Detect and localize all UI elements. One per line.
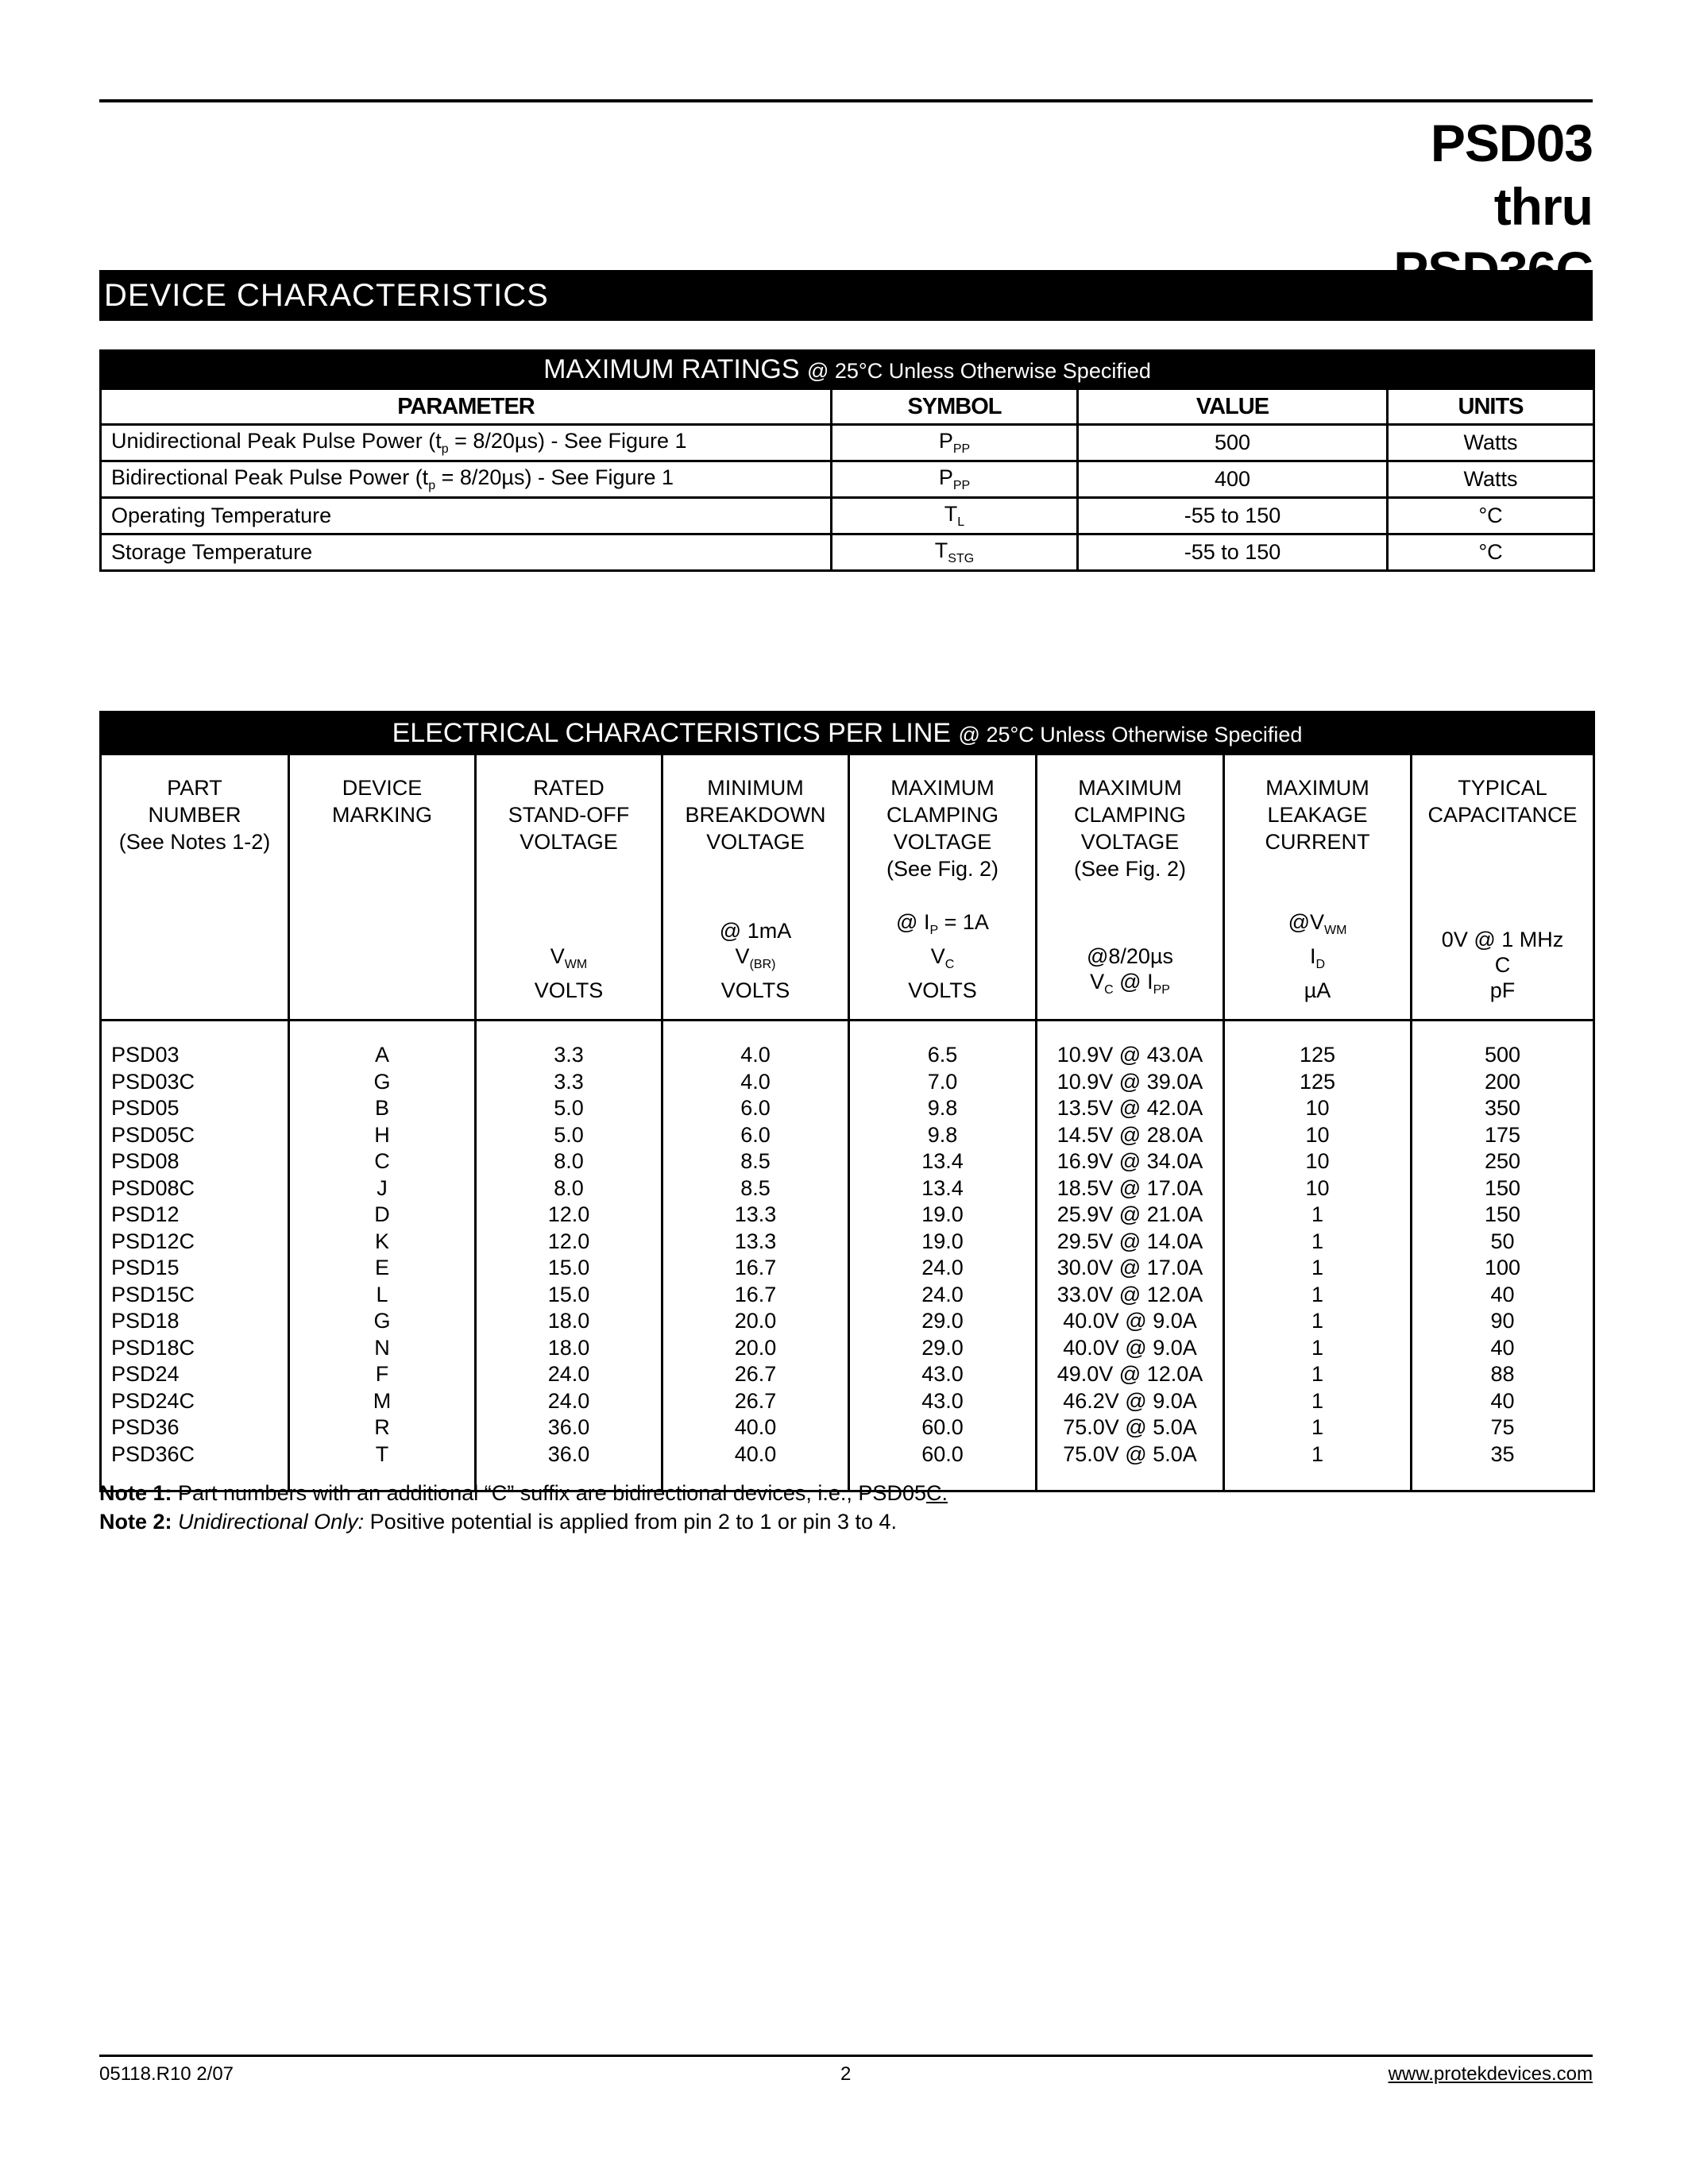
breakdown-voltage-value: 20.0 <box>734 1335 777 1360</box>
parameter-cell: Operating Temperature <box>101 498 832 534</box>
title-line-2: thru <box>1493 177 1593 236</box>
header-bottom <box>477 918 661 1003</box>
maximum-ratings-table <box>99 349 1595 572</box>
symbol-cell: $P_{PP}$ <box>832 425 1078 461</box>
standoff-voltage-value: 3.3 <box>554 1069 584 1094</box>
device-marking-value: G <box>373 1309 391 1333</box>
device-marking-value: R <box>374 1415 390 1439</box>
electrical-header-col-5 <box>849 754 1037 1021</box>
standoff-voltage-value: 15.0 <box>547 1256 590 1279</box>
clamping-voltage-8-20-value: 75.0V @ 5.0A <box>1063 1441 1197 1466</box>
device-marking-value: L <box>376 1282 388 1306</box>
device-marking-value: T <box>375 1441 389 1466</box>
device-marking-value: H <box>374 1122 390 1147</box>
leakage-current-value: 1 <box>1311 1335 1324 1360</box>
header-unit: VOLTS <box>720 978 790 1002</box>
leakage-current-column <box>1224 1021 1412 1491</box>
clamping-voltage-column <box>849 1021 1037 1491</box>
electrical-header-col-7 <box>1224 754 1412 1021</box>
clamping-voltage-value: 24.0 <box>921 1256 964 1279</box>
part-number-value: PSD08 <box>111 1149 180 1173</box>
header-bottom <box>1037 918 1223 1003</box>
breakdown-voltage-value: 40.0 <box>734 1441 777 1466</box>
capacitance-value: 350 <box>1484 1096 1521 1120</box>
units-cell: °C <box>1388 534 1594 571</box>
max-ratings-header-value: VALUE <box>1078 389 1388 425</box>
max-ratings-header-parameter: PARAMETER <box>101 389 832 425</box>
leakage-current-value: 1 <box>1311 1282 1324 1306</box>
breakdown-voltage-value: 8.5 <box>740 1149 771 1173</box>
capacitance-value: 40 <box>1490 1335 1515 1360</box>
header-line: CLAMPING <box>1073 803 1187 827</box>
standoff-voltage-value: 5.0 <box>554 1122 584 1147</box>
header-unit: $V_C$ @ $I_{PP}$ <box>1090 970 1170 997</box>
clamping-voltage-value: 60.0 <box>921 1415 964 1439</box>
device-marking-column <box>289 1021 476 1491</box>
header-line: (See Fig. 2) <box>1073 857 1187 881</box>
clamping-voltage-8-20-value: 25.9V @ 21.0A <box>1056 1202 1203 1226</box>
leakage-current-value: 125 <box>1299 1043 1336 1067</box>
top-rule <box>99 99 1593 102</box>
note-2: Note 2: Unidirectional Only: Positive potential is applied from pin 2 to 1 or pin 3 to 4. <box>99 1510 898 1534</box>
title-line-1: PSD03 <box>1430 114 1593 172</box>
header-condition: @ $I_P = 1A$ <box>896 910 989 937</box>
units-cell: °C <box>1388 498 1594 534</box>
standoff-voltage-value: 8.0 <box>554 1175 584 1200</box>
clamping-voltage-value: 9.8 <box>927 1122 958 1147</box>
header-symbol: $V_C$ <box>930 944 955 971</box>
capacitance-value: 250 <box>1484 1149 1521 1173</box>
electrical-caption <box>101 712 1594 754</box>
electrical-header-col-6 <box>1037 754 1224 1021</box>
leakage-current-value: 1 <box>1311 1309 1324 1333</box>
electrical-header-col-4 <box>662 754 849 1021</box>
clamping-voltage-value: 60.0 <box>921 1441 964 1466</box>
header-line: (See Notes 1-2) <box>118 830 271 854</box>
header-bottom <box>1412 927 1593 1003</box>
header-condition <box>102 927 288 952</box>
header-line: PART <box>167 776 222 800</box>
clamping-voltage-value: 29.0 <box>921 1335 964 1360</box>
subscript: PP <box>1153 983 1170 997</box>
subscript: p <box>441 442 449 456</box>
subscript: PP <box>952 479 971 492</box>
header-condition <box>290 927 474 952</box>
device-marking-value: J <box>377 1175 388 1200</box>
capacitance-value: 88 <box>1490 1362 1515 1386</box>
electrical-characteristics-table <box>99 711 1595 1492</box>
value-cell: 400 <box>1078 461 1388 498</box>
device-marking-value: N <box>374 1335 390 1360</box>
header-symbol: $V_{WM}$ <box>550 944 588 971</box>
clamping-voltage-8-20-value: 16.9V @ 34.0A <box>1056 1149 1203 1173</box>
standoff-voltage-value: 18.0 <box>547 1309 590 1333</box>
part-number-value: PSD03 <box>111 1043 180 1067</box>
part-number-value: PSD08C <box>111 1175 195 1200</box>
standoff-voltage-value: 36.0 <box>547 1441 590 1466</box>
breakdown-voltage-value: 26.7 <box>734 1362 777 1386</box>
clamping-voltage-8-20-value: 10.9V @ 39.0A <box>1056 1069 1203 1094</box>
leakage-current-value: 10 <box>1305 1096 1330 1120</box>
clamping-voltage-value: 29.0 <box>921 1309 964 1333</box>
part-number-value: PSD15C <box>111 1282 195 1306</box>
standoff-voltage-value: 3.3 <box>554 1043 584 1067</box>
header-line: LEAKAGE <box>1267 803 1368 827</box>
parameter-cell: Bidirectional Peak Pulse Power $(t_p = 8/20\mu s)$ - See Figure 1 <box>101 461 832 498</box>
breakdown-voltage-value: 6.0 <box>740 1096 771 1120</box>
part-number-value: PSD36 <box>111 1415 180 1439</box>
clamping-voltage-value: 13.4 <box>921 1149 964 1173</box>
capacitance-value: 175 <box>1484 1122 1521 1147</box>
header-condition: 0V @ 1 MHz <box>1441 928 1564 951</box>
breakdown-voltage-value: 16.7 <box>734 1282 777 1306</box>
capacitance-value: 90 <box>1490 1309 1515 1333</box>
header-condition <box>1037 918 1223 943</box>
device-marking-value: K <box>374 1229 389 1253</box>
breakdown-voltage-value: 16.7 <box>734 1256 777 1279</box>
max-ratings-header-units: UNITS <box>1388 389 1594 425</box>
section-heading: DEVICE CHARACTERISTICS <box>99 270 1593 321</box>
electrical-header-col-2 <box>289 754 476 1021</box>
breakdown-voltage-value: 4.0 <box>740 1043 771 1067</box>
standoff-voltage-value: 18.0 <box>547 1335 590 1360</box>
subscript: p <box>428 479 436 492</box>
clamping-voltage-8-20-value: 18.5V @ 17.0A <box>1056 1175 1203 1200</box>
header-bottom <box>102 927 288 1003</box>
header-symbol: $V_{(BR)}$ <box>735 944 776 971</box>
part-number-value: PSD12C <box>111 1229 195 1253</box>
clamping-voltage-8-20-value: 29.5V @ 14.0A <box>1056 1229 1203 1253</box>
breakdown-voltage-value: 40.0 <box>734 1415 777 1439</box>
part-number-value: PSD24 <box>111 1362 180 1386</box>
footer-doc-code: 05118.R10 2/07 <box>99 2063 234 2085</box>
note-1: Note 1: Part numbers with an additional “C” suffix are bidirectional devices, i.e., PSD05C. <box>99 1481 948 1505</box>
max-ratings-row <box>101 425 1594 461</box>
header-symbol: @8/20µs <box>1086 944 1173 968</box>
header-line: NUMBER <box>148 803 241 827</box>
standoff-voltage-value: 5.0 <box>554 1096 584 1120</box>
clamping-voltage-value: 43.0 <box>921 1388 964 1413</box>
part-number-value: PSD15 <box>111 1256 180 1279</box>
device-marking-value: G <box>373 1069 391 1094</box>
max-ratings-header-row <box>101 389 1594 425</box>
part-number-value: PSD18 <box>111 1309 180 1333</box>
subscript: WM <box>564 958 588 971</box>
subscript: (BR) <box>749 958 776 971</box>
header-line: TYPICAL <box>1458 776 1547 800</box>
clamping-voltage-value: 24.0 <box>921 1282 964 1306</box>
capacitance-value: 40 <box>1490 1388 1515 1413</box>
clamping-voltage-8-20-value: 30.0V @ 17.0A <box>1056 1256 1203 1279</box>
clamping-voltage-8-20-value: 10.9V @ 43.0A <box>1056 1043 1203 1067</box>
subscript: P <box>929 924 939 937</box>
units-cell: Watts <box>1388 461 1594 498</box>
leakage-current-value: 1 <box>1311 1362 1324 1386</box>
header-line: CURRENT <box>1265 830 1370 854</box>
standoff-voltage-value: 15.0 <box>547 1282 590 1306</box>
header-unit <box>290 978 474 1003</box>
header-line: MINIMUM <box>707 776 804 800</box>
max-ratings-header-symbol: SYMBOL <box>832 389 1078 425</box>
subscript: L <box>957 515 965 529</box>
leakage-current-value: 1 <box>1311 1388 1324 1413</box>
header-unit: µA <box>1304 978 1331 1002</box>
capacitance-value: 150 <box>1484 1202 1521 1226</box>
header-symbol: $I_D$ <box>1309 944 1326 971</box>
part-number-value: PSD05C <box>111 1122 195 1147</box>
breakdown-voltage-value: 4.0 <box>740 1069 771 1094</box>
breakdown-voltage-value: 6.0 <box>740 1122 771 1147</box>
clamping-voltage-8-20-value: 49.0V @ 12.0A <box>1056 1362 1203 1386</box>
header-line: MAXIMUM <box>1078 776 1182 800</box>
leakage-current-value: 125 <box>1299 1069 1336 1094</box>
header-condition: $@V_{WM}$ <box>1288 910 1347 937</box>
header-bottom <box>663 918 848 1003</box>
parameter-cell: Storage Temperature <box>101 534 832 571</box>
part-number-value: PSD03C <box>111 1069 195 1094</box>
capacitance-column <box>1412 1021 1594 1491</box>
max-ratings-row <box>101 498 1594 534</box>
subscript: STG <box>948 552 975 565</box>
clamping-voltage-value: 6.5 <box>927 1043 958 1067</box>
header-line: MAXIMUM <box>1265 776 1369 800</box>
capacitance-value: 200 <box>1484 1069 1521 1094</box>
clamping-voltage-8-20-value: 33.0V @ 12.0A <box>1056 1282 1203 1306</box>
clamping-voltage-8-20-value: 46.2V @ 9.0A <box>1063 1388 1197 1413</box>
subscript: WM <box>1323 924 1347 937</box>
header-line: VOLTAGE <box>520 830 618 854</box>
standoff-voltage-value: 24.0 <box>547 1388 590 1413</box>
part-number-value: PSD12 <box>111 1202 180 1226</box>
leakage-current-value: 10 <box>1305 1122 1330 1147</box>
value-cell: -55 to 150 <box>1078 534 1388 571</box>
header-line: MAXIMUM <box>890 776 995 800</box>
electrical-header-col-3 <box>476 754 662 1021</box>
max-ratings-row <box>101 534 1594 571</box>
capacitance-value: 500 <box>1484 1043 1521 1067</box>
breakdown-voltage-value: 8.5 <box>740 1175 771 1200</box>
header-line: DEVICE <box>342 776 423 800</box>
leakage-current-value: 1 <box>1311 1441 1324 1466</box>
electrical-header-col-8 <box>1412 754 1594 1021</box>
electrical-caption-main: ELECTRICAL CHARACTERISTICS PER LINE <box>392 717 952 748</box>
value-cell: 500 <box>1078 425 1388 461</box>
symbol-cell: $T_L$ <box>832 498 1078 534</box>
header-line: VOLTAGE <box>706 830 805 854</box>
max-ratings-row <box>101 461 1594 498</box>
capacitance-value: 35 <box>1490 1441 1515 1466</box>
leakage-current-value: 10 <box>1305 1149 1330 1173</box>
clamping-voltage-8-20-value: 40.0V @ 9.0A <box>1063 1309 1197 1333</box>
leakage-current-value: 1 <box>1311 1229 1324 1253</box>
device-marking-value: E <box>374 1256 389 1279</box>
header-line: MARKING <box>331 803 432 827</box>
max-ratings-caption <box>101 351 1594 389</box>
subscript: C <box>1104 983 1114 997</box>
max-ratings-caption-note: @ 25°C Unless Otherwise Specified <box>806 359 1151 383</box>
clamping-voltage-8-20-column <box>1037 1021 1224 1491</box>
device-marking-value: A <box>374 1043 389 1067</box>
device-marking-value: M <box>373 1388 392 1413</box>
header-line: CAPACITANCE <box>1427 803 1578 827</box>
clamping-voltage-8-20-value: 40.0V @ 9.0A <box>1063 1335 1197 1360</box>
footer-page-number: 2 <box>840 2063 852 2085</box>
value-cell: -55 to 150 <box>1078 498 1388 534</box>
standoff-voltage-value: 12.0 <box>547 1229 590 1253</box>
header-line: VOLTAGE <box>893 830 992 854</box>
header-line: (See Fig. 2) <box>886 857 999 881</box>
parameter-cell: Unidirectional Peak Pulse Power $(t_p = 8/20\mu s)$ - See Figure 1 <box>101 425 832 461</box>
part-number-value: PSD24C <box>111 1388 195 1413</box>
part-number-value: PSD18C <box>111 1335 195 1360</box>
header-unit: VOLTS <box>908 978 977 1002</box>
subscript: PP <box>952 442 971 456</box>
leakage-current-value: 1 <box>1311 1256 1324 1279</box>
clamping-voltage-value: 19.0 <box>921 1202 964 1226</box>
standoff-voltage-value: 36.0 <box>547 1415 590 1439</box>
subscript: C <box>944 958 955 971</box>
device-marking-value: F <box>375 1362 389 1386</box>
capacitance-value: 75 <box>1490 1415 1515 1439</box>
clamping-voltage-value: 19.0 <box>921 1229 964 1253</box>
header-line: VOLTAGE <box>1080 830 1180 854</box>
standoff-voltage-value: 12.0 <box>547 1202 590 1226</box>
device-marking-value: C <box>374 1149 390 1173</box>
max-ratings-caption-main: MAXIMUM RATINGS <box>543 354 800 384</box>
clamping-voltage-8-20-value: 75.0V @ 5.0A <box>1063 1415 1197 1439</box>
device-marking-value: D <box>374 1202 390 1226</box>
header-bottom <box>850 909 1035 1003</box>
part-number-value: PSD36C <box>111 1441 195 1466</box>
header-line: CLAMPING <box>886 803 999 827</box>
notes <box>99 1479 948 1536</box>
electrical-data-row <box>101 1021 1594 1491</box>
breakdown-voltage-value: 13.3 <box>734 1229 777 1253</box>
breakdown-voltage-column <box>662 1021 849 1491</box>
standoff-voltage-value: 8.0 <box>554 1149 584 1173</box>
header-symbol <box>102 952 288 978</box>
units-cell: Watts <box>1388 425 1594 461</box>
header-line: STAND-OFF <box>508 803 630 827</box>
symbol-cell: $P_{PP}$ <box>832 461 1078 498</box>
header-symbol: C <box>1494 953 1511 977</box>
header-bottom <box>290 927 474 1003</box>
clamping-voltage-value: 9.8 <box>927 1096 958 1120</box>
header-unit: pF <box>1489 978 1516 1002</box>
electrical-header-row <box>101 754 1594 1021</box>
clamping-voltage-value: 13.4 <box>921 1175 964 1200</box>
breakdown-voltage-value: 20.0 <box>734 1309 777 1333</box>
header-condition <box>477 918 661 943</box>
breakdown-voltage-value: 13.3 <box>734 1202 777 1226</box>
clamping-voltage-value: 43.0 <box>921 1362 964 1386</box>
clamping-voltage-8-20-value: 13.5V @ 42.0A <box>1056 1096 1203 1120</box>
header-line: BREAKDOWN <box>685 803 826 827</box>
subscript: D <box>1315 958 1326 971</box>
capacitance-value: 50 <box>1490 1229 1515 1253</box>
leakage-current-value: 1 <box>1311 1202 1324 1226</box>
footer-website-link[interactable]: www.protekdevices.com <box>1388 2063 1593 2085</box>
bottom-rule <box>99 2055 1593 2057</box>
standoff-voltage-column <box>476 1021 662 1491</box>
clamping-voltage-value: 7.0 <box>927 1069 958 1094</box>
header-condition: @ 1mA <box>719 919 792 943</box>
capacitance-value: 100 <box>1484 1256 1521 1279</box>
header-bottom <box>1225 909 1410 1003</box>
header-line: RATED <box>533 776 605 800</box>
electrical-caption-note: @ 25°C Unless Otherwise Specified <box>958 722 1303 747</box>
capacitance-value: 40 <box>1490 1282 1515 1306</box>
capacitance-value: 150 <box>1484 1175 1521 1200</box>
header-unit <box>102 978 288 1003</box>
part-number-column <box>101 1021 289 1491</box>
part-number-value: PSD05 <box>111 1096 180 1120</box>
clamping-voltage-8-20-value: 14.5V @ 28.0A <box>1056 1122 1203 1147</box>
device-marking-value: B <box>374 1096 389 1120</box>
electrical-header-col-1 <box>101 754 289 1021</box>
symbol-cell: $T_{STG}$ <box>832 534 1078 571</box>
leakage-current-value: 1 <box>1311 1415 1324 1439</box>
standoff-voltage-value: 24.0 <box>547 1362 590 1386</box>
leakage-current-value: 10 <box>1305 1175 1330 1200</box>
header-symbol <box>290 952 474 978</box>
header-unit: VOLTS <box>534 978 604 1002</box>
breakdown-voltage-value: 26.7 <box>734 1388 777 1413</box>
